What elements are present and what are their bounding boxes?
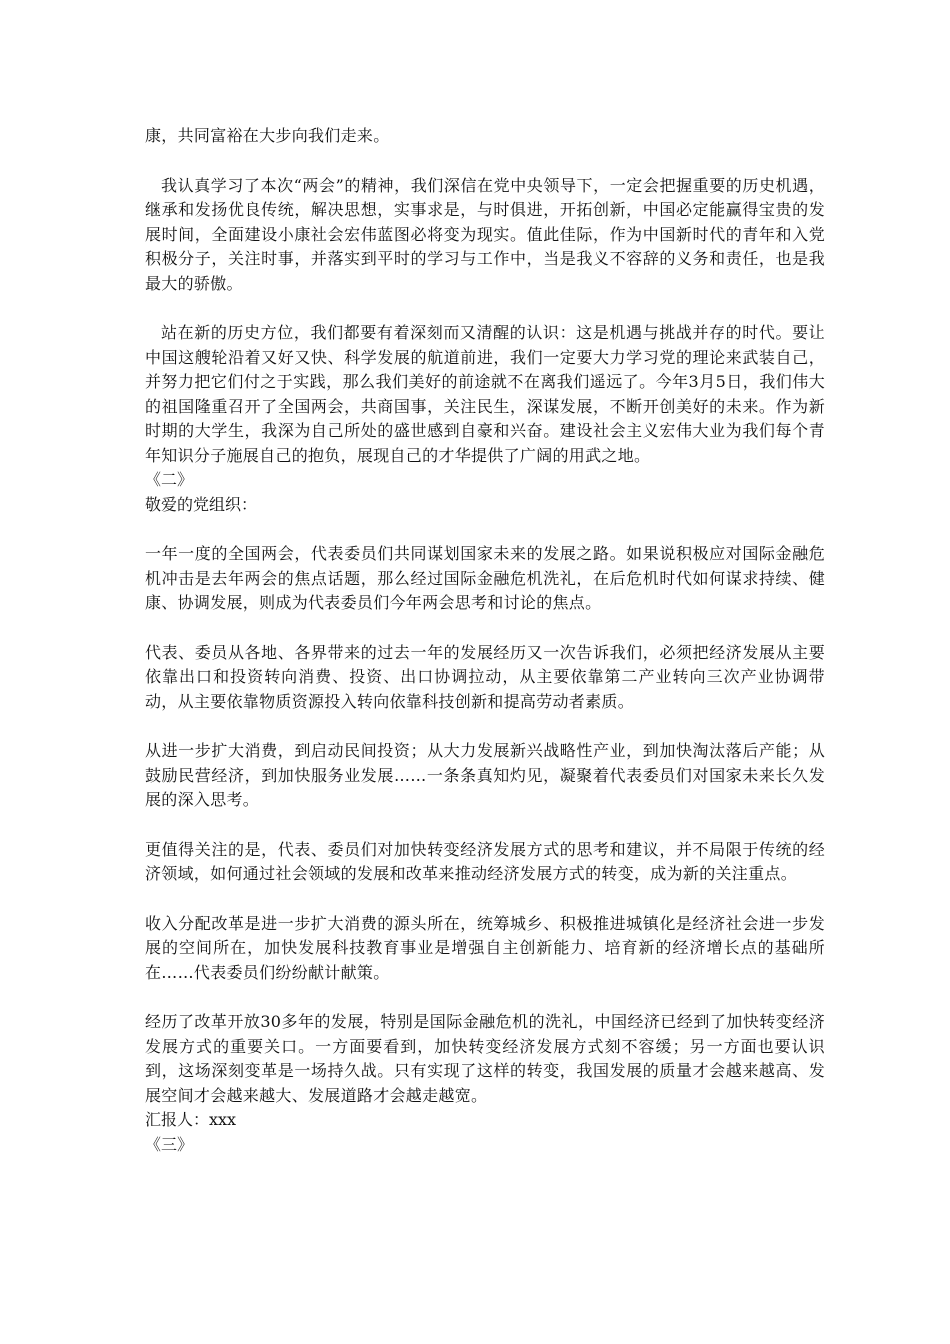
paragraph-1: 康，共同富裕在大步向我们走来。: [145, 126, 390, 145]
section-heading-3: 《三》: [145, 1134, 194, 1154]
paragraph-7: 更值得关注的是，代表、委员们对加快转变经济发展方式的思考和建议，并不局限于传统的经济领域，如何通过社会领域的发展和改革来推动经济发展方式的转变，成为新的关注重点。: [145, 839, 825, 883]
document-body: [145, 124, 825, 1157]
paragraph-8: 收入分配改革是进一步扩大消费的源头所在，统筹城乡、积极推进城镇化是经济社会进一步发展的空间所在，加快发展科技教育事业是增强自主创新能力、培育新的经济增长点的基础所在……代表委员们纷纷献计献策。: [145, 913, 825, 982]
salutation: 敬爱的党组织：: [145, 494, 258, 514]
paragraph-6: 从进一步扩大消费，到启动民间投资；从大力发展新兴战略性产业，到加快淘汰落后产能；从鼓励民营经济，到加快服务业发展……一条条真知灼见，凝聚着代表委员们对国家未来长久发展的深入思考。: [145, 741, 825, 809]
paragraph-9: 经历了改革开放30多年的发展，特别是国际金融危机的洗礼，中国经济已经到了加快转变经济发展方式的重要关口。一方面要看到，加快转变经济发展方式刻不容缓；另一方面也要认识到，这场深刻变革是一场持久战。只有实现了这样的转变，我国发展的质量才会越来越高、发展空间才会越来越大、发展道路才会越走越宽。: [145, 1012, 825, 1105]
paragraph-4: 一年一度的全国两会，代表委员们共同谋划国家未来的发展之路。如果说积极应对国际金融危机冲击是去年两会的焦点话题，那么经过国际金融危机洗礼，在后危机时代如何谋求持续、健康、协调发展，则成为代表委员们今年两会思考和讨论的焦点。: [145, 544, 825, 612]
paragraph-5: 代表、委员从各地、各界带来的过去一年的发展经历又一次告诉我们，必须把经济发展从主要依靠出口和投资转向消费、投资、出口协调拉动，从主要依靠第二产业转向三次产业协调带动，从主要依靠物质资源投入转向依靠科技创新和提高劳动者素质。: [145, 642, 825, 711]
paragraph-2: 我认真学习了本次“两会”的精神，我们深信在党中央领导下，一定会把握重要的历史机遇，继承和发扬优良传统，解决思想，实事求是，与时俱进，开拓创新，中国必定能赢得宝贵的发展时间，全面建设小康社会宏伟蓝图必将变为现实。值此佳际，作为中国新时代的青年和入党积极分子，关注时事，并落实到平时的学习与工作中，当是我义不容辞的义务和责任，也是我最大的骄傲。: [145, 175, 825, 293]
section-heading-2: 《二》: [145, 470, 194, 489]
paragraph-3: 站在新的历史方位，我们都要有着深刻而又清醒的认识：这是机遇与挑战并存的时代。要让中国这艘轮沿着又好又快、科学发展的航道前进，我们一定要大力学习党的理论来武装自己，并努力把它们付之于实践，那么我们美好的前途就不在离我们遥远了。今年3月5日，我们伟大的祖国隆重召开了全国两会，共商国事，关注民生，深谋发展，不断开创美好的未来。作为新时期的大学生，我深为自己所处的盛世感到自豪和兴奋。建设社会主义宏伟大业为我们每个青年知识分子施展自己的抱负，展现自己的才华提供了广阔的用武之地。: [145, 323, 825, 465]
reporter-line: 汇报人：xxx: [145, 1110, 237, 1129]
